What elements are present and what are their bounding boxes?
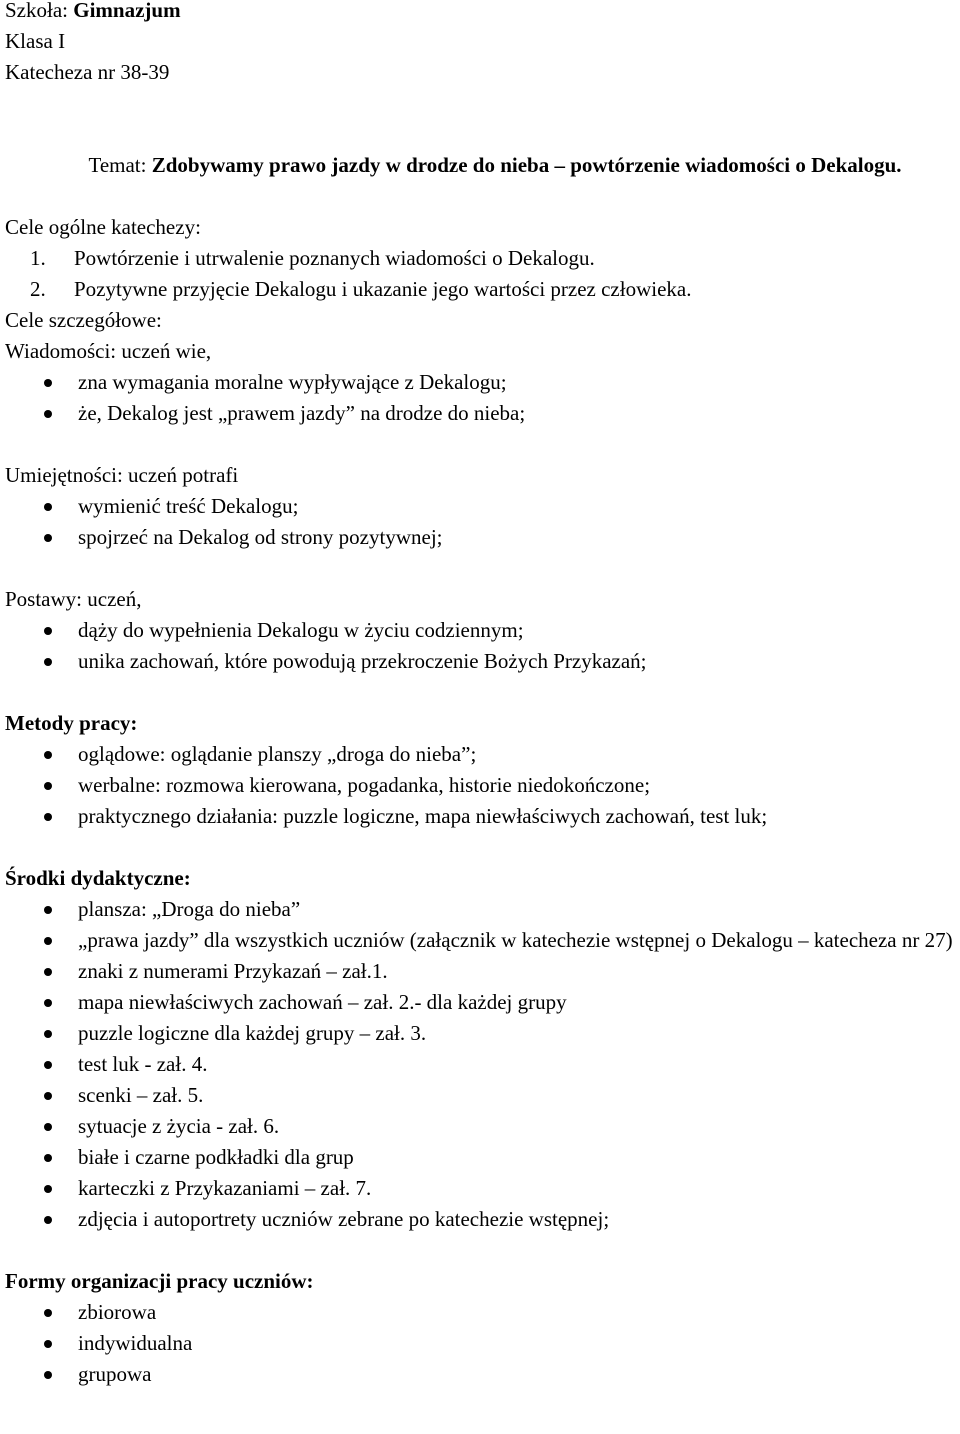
school-value: Gimnazjum bbox=[73, 0, 181, 22]
materials-list bbox=[5, 894, 955, 1235]
list-item: oglądowe: oglądanie planszy „droga do nieba”; bbox=[5, 739, 955, 770]
list-item: zbiorowa bbox=[5, 1297, 955, 1328]
topic-text: Zdobywamy prawo jazdy w drodze do nieba – powtórzenie wiadomości o Dekalogu. bbox=[151, 153, 902, 177]
list-item: praktycznego działania: puzzle logiczne, mapa niewłaściwych zachowań, test luk; bbox=[5, 801, 955, 832]
general-goals-heading: Cele ogólne katechezy: bbox=[5, 215, 201, 239]
list-item: grupowa bbox=[5, 1359, 955, 1390]
attitudes-label: Postawy: uczeń, bbox=[5, 587, 142, 611]
list-item: zna wymagania moralne wypływające z Dekalogu; bbox=[5, 367, 955, 398]
specific-goals-heading: Cele szczegółowe: bbox=[5, 308, 162, 332]
list-item: że, Dekalog jest „prawem jazdy” na drodze do nieba; bbox=[5, 398, 955, 429]
list-item: sytuacje z życia - zał. 6. bbox=[5, 1111, 955, 1142]
school-label: Szkoła: bbox=[5, 0, 68, 22]
list-item: spojrzeć na Dekalog od strony pozytywnej; bbox=[5, 522, 955, 553]
list-item: scenki – zał. 5. bbox=[5, 1080, 955, 1111]
list-item: mapa niewłaściwych zachowań – zał. 2.- dla każdej grupy bbox=[5, 987, 955, 1018]
list-item: dąży do wypełnienia Dekalogu w życiu codziennym; bbox=[5, 615, 955, 646]
list-item: „prawa jazdy” dla wszystkich uczniów (załącznik w katechezie wstępnej o Dekalogu – katecheza nr 27) bbox=[5, 925, 955, 956]
list-item: karteczki z Przykazaniami – zał. 7. bbox=[5, 1173, 955, 1204]
knowledge-list bbox=[5, 367, 955, 429]
topic-label: Temat: bbox=[88, 153, 147, 177]
list-item: 1. Powtórzenie i utrwalenie poznanych wiadomości o Dekalogu. bbox=[30, 246, 595, 270]
materials-heading: Środki dydaktyczne: bbox=[5, 866, 191, 890]
forms-heading: Formy organizacji pracy uczniów: bbox=[5, 1269, 314, 1293]
list-item: puzzle logiczne dla każdej grupy – zał. 3. bbox=[5, 1018, 955, 1049]
class-line: Klasa I bbox=[5, 29, 66, 53]
list-item: 2. Pozytywne przyjęcie Dekalogu i ukazanie jego wartości przez człowieka. bbox=[30, 277, 692, 301]
skills-label: Umiejętności: uczeń potrafi bbox=[5, 463, 239, 487]
methods-heading: Metody pracy: bbox=[5, 711, 138, 735]
school-line bbox=[5, 0, 955, 26]
forms-list bbox=[5, 1297, 955, 1390]
attitudes-list bbox=[5, 615, 955, 677]
knowledge-label: Wiadomości: uczeń wie, bbox=[5, 339, 212, 363]
topic bbox=[5, 150, 945, 181]
general-goals-list bbox=[5, 243, 955, 305]
list-item: białe i czarne podkładki dla grup bbox=[5, 1142, 955, 1173]
list-item: test luk - zał. 4. bbox=[5, 1049, 955, 1080]
methods-list bbox=[5, 739, 955, 832]
list-item: plansza: „Droga do nieba” bbox=[5, 894, 955, 925]
list-item: wymienić treść Dekalogu; bbox=[5, 491, 955, 522]
list-item: werbalne: rozmowa kierowana, pogadanka, historie niedokończone; bbox=[5, 770, 955, 801]
document-page bbox=[5, 0, 955, 1390]
list-item: unika zachowań, które powodują przekroczenie Bożych Przykazań; bbox=[5, 646, 955, 677]
lesson-number: Katecheza nr 38-39 bbox=[5, 60, 170, 84]
list-item: zdjęcia i autoportrety uczniów zebrane po katechezie wstępnej; bbox=[5, 1204, 955, 1235]
skills-list bbox=[5, 491, 955, 553]
list-item: znaki z numerami Przykazań – zał.1. bbox=[5, 956, 955, 987]
list-item: indywidualna bbox=[5, 1328, 955, 1359]
